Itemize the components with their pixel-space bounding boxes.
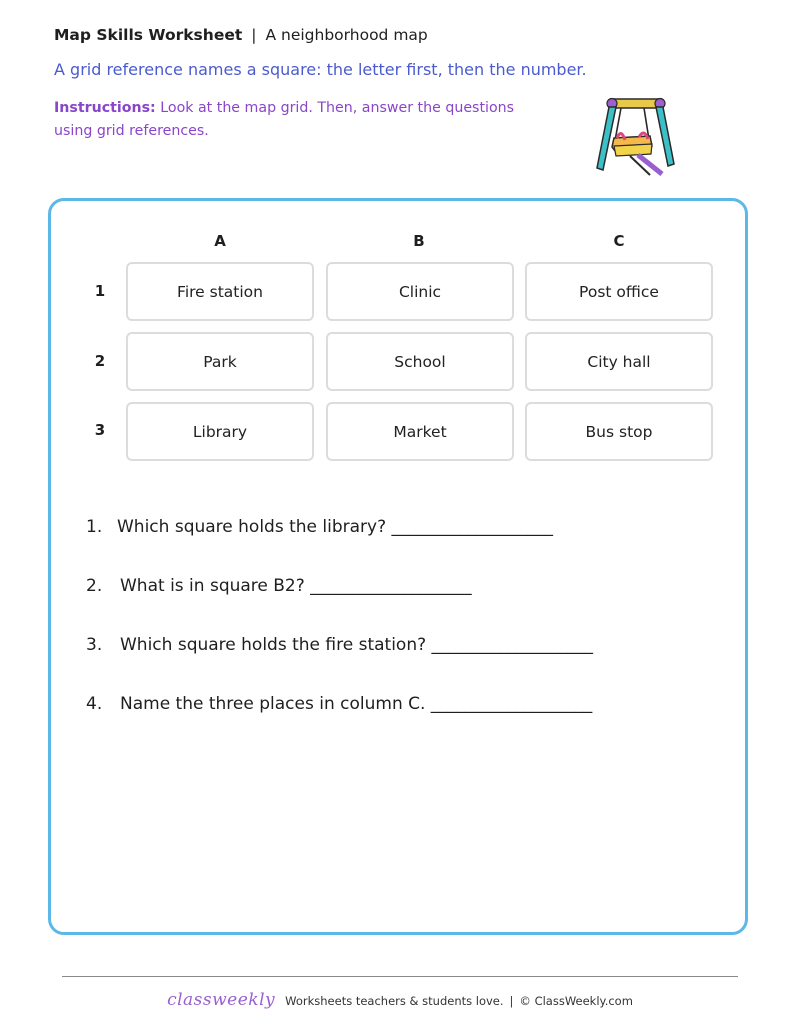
- row-header-2: 2: [94, 352, 106, 370]
- grid-cell-c3: Bus stop: [525, 402, 713, 461]
- grid-cell-a3: Library: [126, 402, 314, 461]
- column-header-b: B: [413, 232, 425, 250]
- question-3: [86, 635, 593, 655]
- grid-cell-b2: School: [326, 332, 514, 391]
- footer-divider: [62, 976, 738, 977]
- column-header-c: C: [613, 232, 625, 250]
- worksheet-header: [54, 26, 428, 44]
- swing-set-icon: [592, 96, 678, 180]
- row-header-3: 3: [94, 421, 106, 439]
- question-number: 3.: [86, 635, 103, 655]
- grid-cell-b3: Market: [326, 402, 514, 461]
- grid-cell-c1: Post office: [525, 262, 713, 321]
- question-1: [86, 517, 553, 537]
- subtitle: A grid reference names a square: the letter first, then the number.: [54, 60, 587, 79]
- question-number: 1.: [86, 517, 103, 537]
- worksheet-title: Map Skills Worksheet: [54, 26, 243, 44]
- question-text: What is in square B2? ___________________: [120, 576, 472, 596]
- brand-logo: classweekly: [167, 990, 276, 1010]
- footer-separator: |: [509, 994, 514, 1008]
- question-text: Which square holds the fire station? ___________________: [120, 635, 594, 655]
- footer-tagline: Worksheets teachers & students love.: [285, 994, 504, 1008]
- grid-cell-a1: Fire station: [126, 262, 314, 321]
- grid-cell-a2: Park: [126, 332, 314, 391]
- question-4: [86, 694, 592, 714]
- header-separator: |: [251, 26, 257, 44]
- row-header-1: 1: [94, 282, 106, 300]
- instructions: [54, 97, 554, 143]
- question-text: Name the three places in column C. ___________________: [120, 694, 593, 714]
- instructions-text: Look at the map grid. Then, answer the questions using grid references.: [54, 100, 515, 139]
- question-number: 4.: [86, 694, 103, 714]
- question-2: [86, 576, 472, 596]
- grid-cell-b1: Clinic: [326, 262, 514, 321]
- question-text: Which square holds the library? ___________________: [117, 517, 554, 537]
- footer-copyright: © ClassWeekly.com: [519, 994, 633, 1008]
- worksheet-topic: A neighborhood map: [265, 26, 428, 44]
- grid-cell-c2: City hall: [525, 332, 713, 391]
- question-number: 2.: [86, 576, 103, 596]
- column-header-a: A: [214, 232, 226, 250]
- instructions-lead: Instructions:: [54, 100, 156, 116]
- footer: [0, 990, 800, 1010]
